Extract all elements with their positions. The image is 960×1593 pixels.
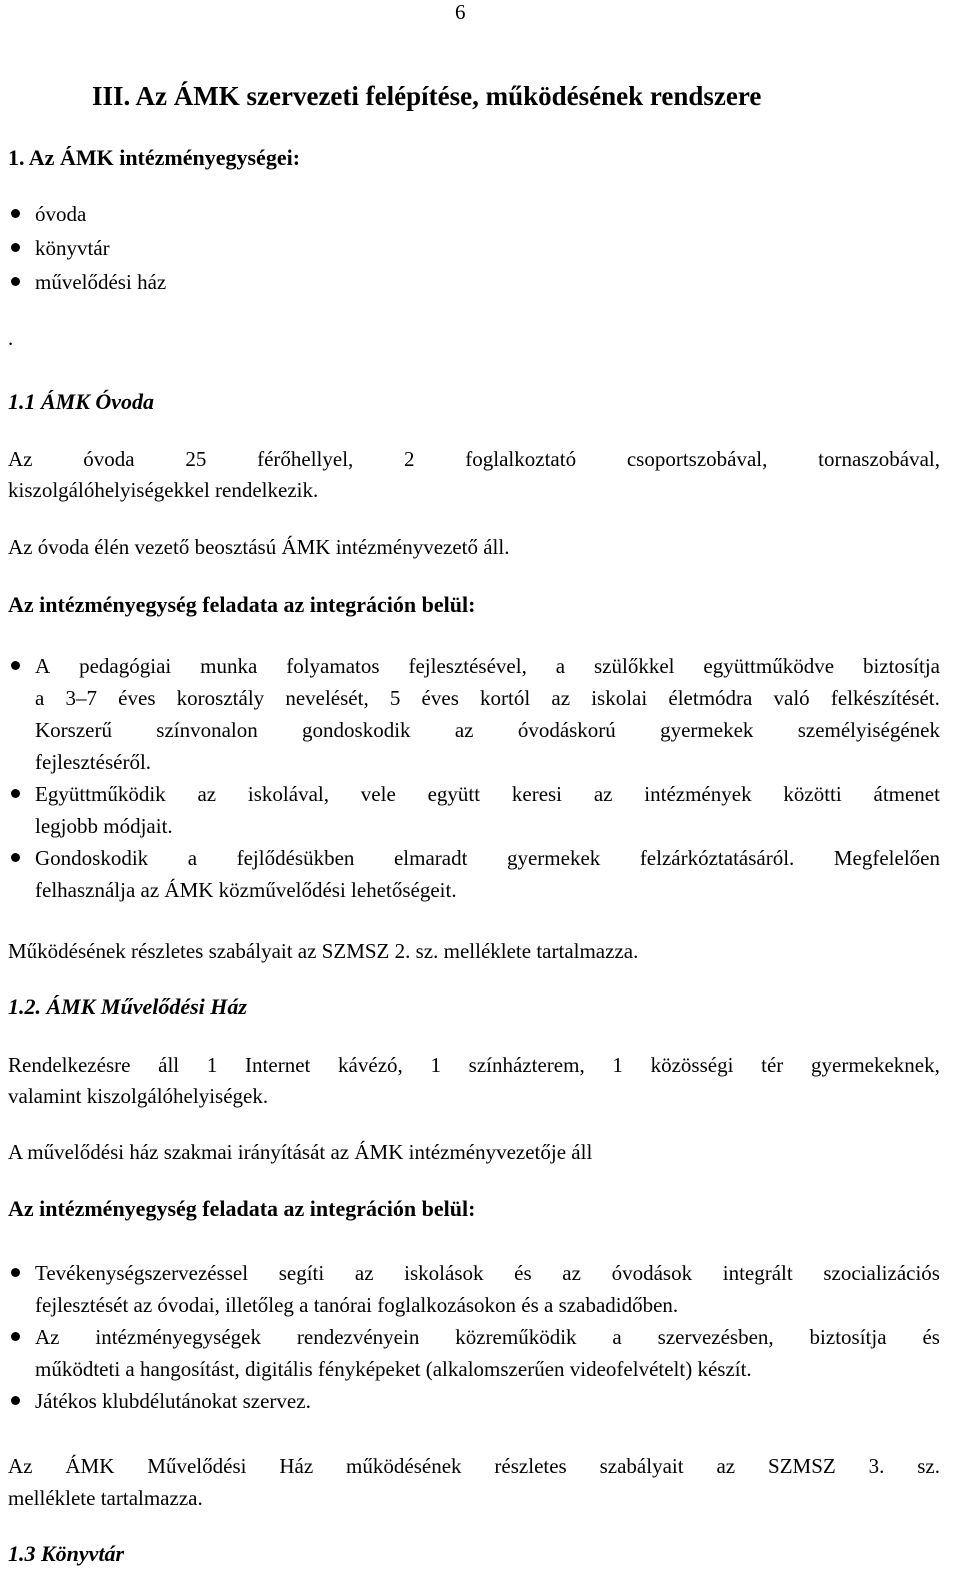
task-line: fejlesztéséről.: [35, 750, 152, 774]
task-line: [35, 1321, 940, 1353]
word: foglalkoztató: [465, 447, 577, 471]
section-1-2-heading: 1.2. ÁMK Művelődési Ház: [8, 994, 247, 1019]
task-line: [35, 714, 940, 746]
word: kortól: [480, 686, 531, 710]
bullet-icon: [11, 789, 20, 798]
word: 1: [430, 1053, 441, 1077]
word: együtt: [427, 782, 481, 806]
kindergarten-paragraph-line-1: [8, 443, 940, 475]
word: 25: [185, 447, 207, 471]
word: Tevékenységszervezéssel: [35, 1261, 249, 1285]
word: biztosítja: [809, 1325, 887, 1349]
word: közötti: [783, 782, 842, 806]
word: gondoskodik: [302, 718, 411, 742]
bullet-icon: [11, 661, 20, 670]
unit-item: óvoda: [35, 202, 87, 226]
bullet-icon: [11, 1268, 20, 1277]
word: Az: [8, 447, 33, 471]
word: felkészítését.: [830, 686, 940, 710]
task-line: működteti a hangosítást, digitális fényképeket (alkalomszerűen videofelvételt) készít.: [35, 1357, 752, 1381]
word: óvodások: [611, 1261, 693, 1285]
word: áll: [158, 1053, 180, 1077]
word: Rendelkezésre: [8, 1053, 131, 1077]
word: munka: [200, 654, 258, 678]
word: kávézó,: [338, 1053, 403, 1077]
bullet-icon: [11, 853, 20, 862]
word: gyermekek: [506, 846, 601, 870]
task-line: [35, 650, 940, 682]
word: az: [593, 782, 613, 806]
word: 1: [612, 1053, 623, 1077]
kindergarten-leader-text: Az óvoda élén vezető beosztású ÁMK intézményvezető áll.: [8, 535, 510, 559]
word: korosztály: [176, 686, 265, 710]
word: gyermekeknek,: [811, 1053, 940, 1077]
chapter-title: III. Az ÁMK szervezeti felépítése, működésének rendszere: [92, 81, 762, 111]
word: intézményegységek: [95, 1325, 261, 1349]
word: integrált: [722, 1261, 793, 1285]
word: elmaradt: [393, 846, 468, 870]
word: Művelődési: [147, 1454, 247, 1478]
unit-item: művelődési ház: [35, 270, 167, 294]
word: színházterem,: [468, 1053, 585, 1077]
word: sz.: [917, 1454, 940, 1478]
kindergarten-tasks-heading: Az intézményegység feladata az integráción belül:: [8, 592, 476, 617]
word: gyermekek: [660, 718, 754, 742]
culture-house-closing-line-2: melléklete tartalmazza.: [8, 1486, 203, 1510]
culture-house-closing-line-1: [8, 1450, 940, 1482]
word: keresi: [511, 782, 563, 806]
task-line: felhasználja az ÁMK közművelődési lehetőségeit.: [35, 878, 457, 902]
word: pedagógiai: [79, 654, 172, 678]
word: éves: [421, 686, 459, 710]
word: 5: [389, 686, 401, 710]
word: ÁMK: [65, 1454, 115, 1478]
word: A: [35, 654, 51, 678]
word: Ház: [279, 1454, 314, 1478]
task-line: [35, 682, 940, 714]
word: való: [773, 686, 810, 710]
word: az: [562, 1261, 581, 1285]
task-line: [35, 778, 940, 810]
word: SZMSZ: [768, 1454, 836, 1478]
task-line: legjobb módjait.: [35, 814, 173, 838]
word: közösségi: [650, 1053, 734, 1077]
word: férőhellyel,: [257, 447, 354, 471]
word: az: [197, 782, 217, 806]
word: részletes: [494, 1454, 567, 1478]
word: szabályait: [599, 1454, 684, 1478]
word: biztosítja: [862, 654, 940, 678]
task-line: [35, 842, 940, 874]
word: az: [716, 1454, 736, 1478]
culture-house-tasks-heading: Az intézményegység feladata az integráción belül:: [8, 1196, 476, 1221]
word: Együttműködik: [35, 782, 166, 806]
word: nevelését,: [285, 686, 369, 710]
word: vele: [360, 782, 396, 806]
word: Internet: [245, 1053, 311, 1077]
word: az: [354, 1261, 374, 1285]
word: 3–7: [65, 686, 97, 710]
word: csoportszobával,: [626, 447, 768, 471]
word: közreműködik: [455, 1325, 577, 1349]
page-number: 6: [455, 0, 466, 24]
word: a: [555, 654, 566, 678]
word: intézmények: [644, 782, 752, 806]
word: iskolai: [591, 686, 648, 710]
bullet-icon: [11, 1396, 20, 1405]
word: Megfelelően: [833, 846, 940, 870]
word: Az: [35, 1325, 60, 1349]
bullet-icon: [11, 1332, 20, 1341]
word: éves: [118, 686, 156, 710]
task-line: [35, 1257, 940, 1289]
culture-house-management-text: A művelődési ház szakmai irányítását az ÁMK intézményvezetője áll: [8, 1140, 593, 1164]
word: felzárkóztatásáról.: [639, 846, 795, 870]
word: működésének: [346, 1454, 462, 1478]
section-1-heading: 1. Az ÁMK intézményegységei:: [8, 145, 301, 170]
word: iskolások: [404, 1261, 484, 1285]
task-line: fejlesztését az óvodai, illetőleg a tanórai foglalkozásokon és a szabadidőben.: [35, 1293, 679, 1317]
word: az: [551, 686, 571, 710]
task-line: Játékos klubdélutánokat szervez.: [35, 1389, 311, 1413]
bullet-icon: [11, 209, 20, 218]
culture-house-paragraph-line-1: [8, 1049, 940, 1081]
word: segíti: [278, 1261, 325, 1285]
word: szülőkkel: [594, 654, 675, 678]
word: óvodáskorú: [517, 718, 616, 742]
bullet-icon: [11, 243, 20, 252]
word: fejlődésükben: [236, 846, 355, 870]
word: tornaszobával,: [818, 447, 940, 471]
word: 1: [206, 1053, 218, 1077]
word: fejlesztésével,: [408, 654, 527, 678]
word: szocializációs: [823, 1261, 940, 1285]
unit-item: könyvtár: [35, 236, 110, 260]
culture-house-paragraph-line-2: valamint kiszolgálóhelyiségek.: [8, 1084, 269, 1108]
kindergarten-closing-text: Működésének részletes szabályait az SZMSZ 2. sz. melléklete tartalmazza.: [8, 939, 639, 963]
word: Az: [8, 1454, 33, 1478]
word: az: [454, 718, 474, 742]
word: iskolával,: [247, 782, 329, 806]
stray-dot: .: [8, 326, 14, 350]
word: óvoda: [83, 447, 135, 471]
word: a: [35, 686, 45, 710]
word: a: [187, 846, 198, 870]
kindergarten-paragraph-line-2: kiszolgálóhelyiségekkel rendelkezik.: [8, 478, 319, 502]
word: Gondoskodik: [35, 846, 149, 870]
word: rendezvényein: [296, 1325, 420, 1349]
section-1-1-heading: 1.1 ÁMK Óvoda: [8, 389, 155, 414]
word: életmódra: [668, 686, 753, 710]
word: együttműködve: [703, 654, 835, 678]
word: folyamatos: [286, 654, 380, 678]
word: színvonalon: [156, 718, 258, 742]
word: személyiségének: [797, 718, 940, 742]
word: és: [514, 1261, 532, 1285]
word: a: [612, 1325, 622, 1349]
word: Korszerű: [35, 718, 112, 742]
bullet-icon: [11, 277, 20, 286]
word: 2: [404, 447, 415, 471]
section-1-3-heading: 1.3 Könyvtár: [8, 1541, 125, 1566]
word: szervezésben,: [657, 1325, 774, 1349]
word: 3.: [868, 1454, 885, 1478]
word: és: [922, 1325, 940, 1349]
word: tér: [761, 1053, 784, 1077]
word: átmenet: [873, 782, 940, 806]
